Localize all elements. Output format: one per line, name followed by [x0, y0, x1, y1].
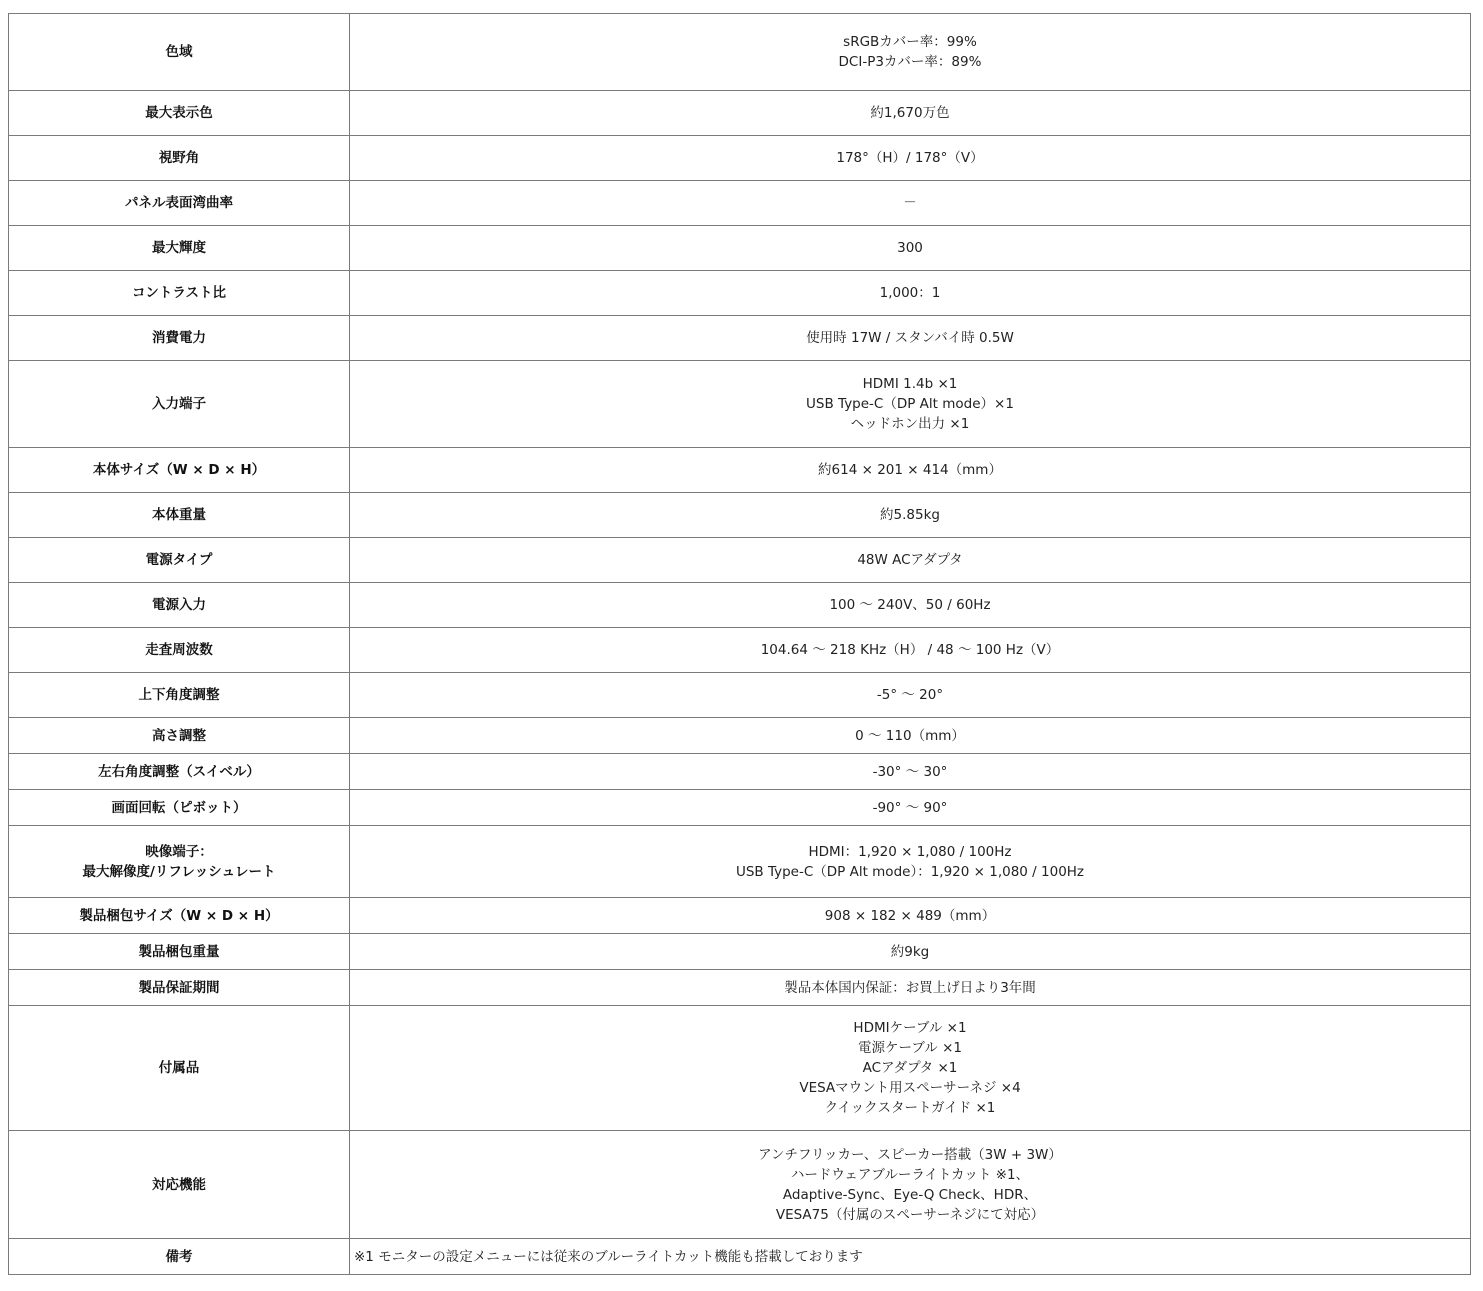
spec-table	[8, 13, 1471, 1275]
spec-label	[9, 1006, 350, 1131]
spec-row-swivel	[9, 754, 1471, 790]
spec-label	[9, 934, 350, 970]
label-line: 消費電力	[152, 330, 206, 346]
value-line: HDMI：1,920 × 1,080 / 100Hz	[808, 843, 1012, 860]
value-line: ACアダプタ ×1	[862, 1060, 958, 1076]
spec-value	[350, 628, 1471, 673]
value-line: -90° ～ 90°	[872, 799, 948, 816]
label-line: 製品梱包重量	[138, 943, 220, 960]
label-line: 本体重量	[152, 507, 206, 523]
spec-row-pivot	[9, 790, 1471, 826]
spec-value	[350, 316, 1471, 361]
label-line: 備考	[165, 1248, 193, 1265]
spec-label	[9, 136, 350, 181]
spec-value	[350, 226, 1471, 271]
label-line: 高さ調整	[152, 727, 206, 744]
value-line: -5° ～ 20°	[876, 687, 944, 703]
value-line: ハードウェアブルーライトカット ※1、	[790, 1166, 1030, 1183]
spec-label	[9, 790, 350, 826]
value-line: アンチフリッカー、スピーカー搭載（3W + 3W）	[758, 1146, 1062, 1163]
spec-row-scan-frequency	[9, 628, 1471, 673]
value-line: 48W ACアダプタ	[857, 552, 963, 568]
spec-label	[9, 448, 350, 493]
value-line: 300	[897, 240, 923, 256]
value-line: ※1 モニターの設定メニューには従来のブルーライトカット機能も搭載しております	[354, 1248, 863, 1265]
spec-value	[350, 970, 1471, 1006]
spec-label	[9, 361, 350, 448]
value-line: VESAマウント用スペーサーネジ ×4	[799, 1080, 1021, 1096]
spec-value	[350, 826, 1471, 898]
spec-value	[350, 934, 1471, 970]
spec-row-warranty	[9, 970, 1471, 1006]
label-line: 最大表示色	[145, 105, 213, 121]
spec-row-package-weight	[9, 934, 1471, 970]
spec-row-accessories	[9, 1006, 1471, 1131]
spec-row-input-ports	[9, 361, 1471, 448]
spec-value	[350, 136, 1471, 181]
spec-label	[9, 181, 350, 226]
value-line: 104.64 ～ 218 KHz（H） / 48 ～ 100 Hz（V）	[760, 642, 1060, 658]
value-line: 100 ～ 240V、50 / 60Hz	[829, 597, 991, 613]
value-line: 908 × 182 × 489（mm）	[824, 907, 996, 924]
label-line: 電源入力	[152, 597, 206, 613]
spec-label	[9, 91, 350, 136]
label-line: 視野角	[158, 150, 200, 166]
spec-value	[350, 91, 1471, 136]
spec-value	[350, 1006, 1471, 1131]
value-line: USB Type-C（DP Alt mode）：1,920 × 1,080 / 100Hz	[735, 863, 1085, 880]
spec-row-package-size	[9, 898, 1471, 934]
label-line: 上下角度調整	[138, 687, 220, 703]
value-line: 使用時 17W / スタンバイ時 0.5W	[806, 330, 1014, 346]
spec-label	[9, 970, 350, 1006]
value-line: 電源ケーブル ×1	[858, 1040, 962, 1056]
spec-row-height-adjust	[9, 718, 1471, 754]
label-line: コントラスト比	[131, 285, 227, 301]
value-line: Adaptive-Sync、Eye-Q Check、HDR、	[782, 1186, 1038, 1203]
value-line: 1,000：1	[879, 285, 941, 301]
label-line: 走査周波数	[145, 642, 213, 658]
spec-row-notes	[9, 1239, 1471, 1275]
spec-row-body-size	[9, 448, 1471, 493]
spec-label	[9, 754, 350, 790]
label-line: 本体サイズ（W × D × H）	[92, 462, 266, 478]
value-line: －	[903, 195, 917, 211]
value-line: VESA75（付属のスペーサーネジにて対応）	[775, 1206, 1045, 1223]
spec-label	[9, 673, 350, 718]
spec-row-body-weight	[9, 493, 1471, 538]
spec-row-viewing-angle	[9, 136, 1471, 181]
value-line: -30° ～ 30°	[872, 763, 948, 780]
spec-label	[9, 583, 350, 628]
spec-value	[350, 718, 1471, 754]
spec-table-body	[9, 14, 1471, 1275]
spec-label	[9, 1131, 350, 1239]
spec-value	[350, 898, 1471, 934]
value-line: 製品本体国内保証：お買上げ日より3年間	[784, 979, 1036, 996]
value-line: HDMIケーブル ×1	[853, 1020, 967, 1036]
value-line: DCI-P3カバー率：89%	[838, 54, 982, 70]
spec-value	[350, 538, 1471, 583]
spec-value	[350, 1239, 1471, 1275]
spec-label	[9, 826, 350, 898]
value-line: HDMI 1.4b ×1	[862, 376, 958, 392]
spec-value	[350, 493, 1471, 538]
spec-label	[9, 493, 350, 538]
spec-value	[350, 448, 1471, 493]
value-line: sRGBカバー率：99%	[843, 34, 977, 50]
spec-value	[350, 181, 1471, 226]
spec-value	[350, 361, 1471, 448]
spec-value	[350, 14, 1471, 91]
spec-label	[9, 538, 350, 583]
spec-label	[9, 628, 350, 673]
value-line: 約1,670万色	[870, 105, 950, 121]
label-line: 入力端子	[152, 396, 206, 412]
spec-row-power-input	[9, 583, 1471, 628]
value-line: 約9kg	[890, 943, 930, 960]
spec-label	[9, 316, 350, 361]
value-line: ヘッドホン出力 ×1	[850, 416, 970, 432]
spec-label	[9, 226, 350, 271]
value-line: 約614 × 201 × 414（mm）	[818, 462, 1002, 478]
spec-row-power-consumption	[9, 316, 1471, 361]
spec-row-power-type	[9, 538, 1471, 583]
spec-row-tilt	[9, 673, 1471, 718]
spec-label	[9, 14, 350, 91]
value-line: 0 ～ 110（mm）	[855, 727, 965, 744]
spec-row-video-resolution	[9, 826, 1471, 898]
value-line: 178°（H）/ 178°（V）	[836, 150, 984, 166]
value-line: 約5.85kg	[880, 507, 940, 523]
spec-value	[350, 754, 1471, 790]
label-line: パネル表面湾曲率	[125, 195, 233, 211]
spec-row-features	[9, 1131, 1471, 1239]
label-line: 左右角度調整（スイベル）	[98, 763, 260, 780]
spec-value	[350, 583, 1471, 628]
spec-row-curvature	[9, 181, 1471, 226]
spec-value	[350, 673, 1471, 718]
label-line: 電源タイプ	[145, 552, 213, 568]
label-line: 製品梱包サイズ（W × D × H）	[79, 907, 279, 924]
spec-label	[9, 898, 350, 934]
label-line: 付属品	[158, 1060, 200, 1076]
spec-row-brightness	[9, 226, 1471, 271]
label-line: 最大輝度	[152, 240, 206, 256]
spec-row-color-gamut	[9, 14, 1471, 91]
spec-label	[9, 718, 350, 754]
spec-value	[350, 1131, 1471, 1239]
spec-row-max-colors	[9, 91, 1471, 136]
label-line: 対応機能	[152, 1176, 206, 1193]
spec-value	[350, 271, 1471, 316]
spec-label	[9, 1239, 350, 1275]
spec-row-contrast	[9, 271, 1471, 316]
spec-value	[350, 790, 1471, 826]
spec-label	[9, 271, 350, 316]
label-line: 映像端子：	[145, 843, 213, 860]
label-line: 最大解像度/リフレッシュレート	[82, 863, 276, 880]
value-line: USB Type-C（DP Alt mode）×1	[806, 396, 1014, 412]
label-line: 製品保証期間	[138, 979, 220, 996]
label-line: 色域	[165, 44, 193, 60]
label-line: 画面回転（ピボット）	[111, 799, 247, 816]
value-line: クイックスタートガイド ×1	[824, 1100, 996, 1116]
